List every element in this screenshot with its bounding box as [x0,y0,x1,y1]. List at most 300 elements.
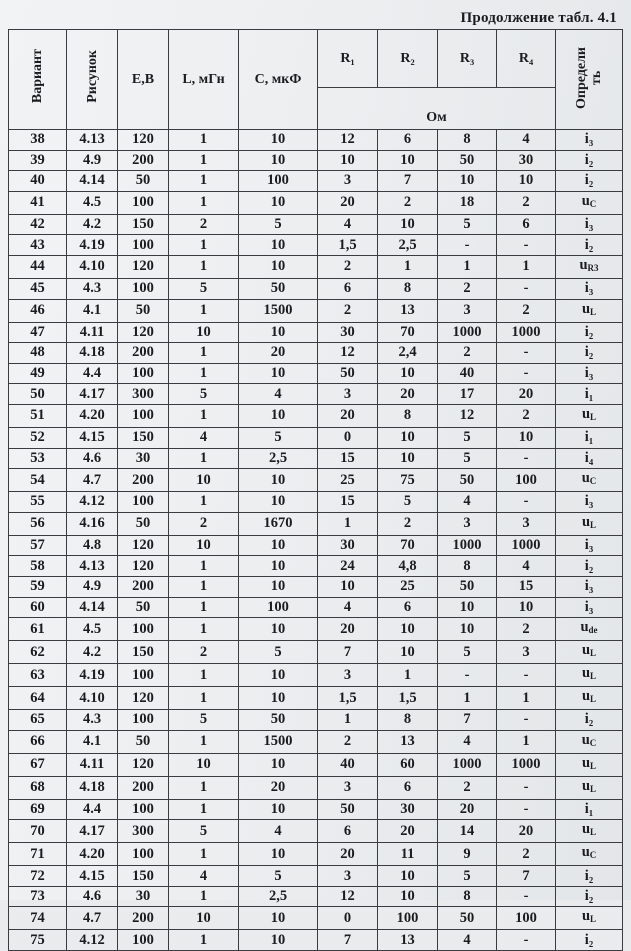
cell-r2: 2 [378,512,438,535]
cell-determine: i₁ [556,799,623,820]
cell-r4: 3 [497,641,556,664]
cell-c: 10 [239,753,318,776]
cell-e: 100 [118,191,169,214]
cell-r3: 5 [438,427,497,448]
cell-l: 5 [169,710,239,731]
cell-variant: 69 [9,799,67,820]
cell-e: 100 [118,492,169,513]
cell-r1: 10 [318,150,378,171]
cell-r1: 3 [318,664,378,687]
cell-r2: 4,8 [378,556,438,577]
cell-variant: 62 [9,641,67,664]
cell-r4: 1000 [497,535,556,556]
table-row [9,469,623,492]
cell-l: 1 [169,492,239,513]
table-row [9,556,623,577]
cell-r4: - [497,776,556,799]
cell-determine: i₂ [556,235,623,256]
cell-r1: 0 [318,907,378,930]
cell-determine: i₂ [556,556,623,577]
cell-r3: 1000 [438,535,497,556]
cell-l: 10 [169,322,239,343]
cell-r4: 4 [497,556,556,577]
cell-variant: 54 [9,469,67,492]
cell-determine: i₃ [556,278,623,299]
cell-r1: 20 [318,618,378,641]
cell-e: 200 [118,469,169,492]
cell-figure: 4.12 [67,492,118,513]
cell-variant: 44 [9,255,67,278]
header-e: E,B [118,30,169,130]
cell-r4: - [497,930,556,951]
cell-r1: 50 [318,363,378,384]
table-row [9,384,623,405]
cell-determine: i₁ [556,427,623,448]
table-row [9,512,623,535]
cell-r3: - [438,664,497,687]
cell-c: 10 [239,469,318,492]
cell-variant: 63 [9,664,67,687]
cell-r1: 12 [318,343,378,364]
cell-r4: 2 [497,191,556,214]
cell-figure: 4.20 [67,404,118,427]
cell-determine: i₃ [556,576,623,597]
cell-r2: 20 [378,384,438,405]
table-row [9,130,623,151]
cell-l: 1 [169,343,239,364]
cell-determine: $u_C$ [556,843,623,866]
cell-l: 1 [169,150,239,171]
table-row [9,641,623,664]
cell-r2: 1 [378,255,438,278]
cell-r2: 11 [378,843,438,866]
cell-c: 10 [239,150,318,171]
cell-r2: 2,4 [378,343,438,364]
cell-e: 300 [118,384,169,405]
cell-c: 20 [239,776,318,799]
cell-c: 10 [239,235,318,256]
cell-c: 2,5 [239,886,318,907]
cell-l: 1 [169,363,239,384]
cell-r1: 2 [318,255,378,278]
cell-figure: 4.6 [67,448,118,469]
table-row [9,214,623,235]
cell-figure: 4.14 [67,597,118,618]
cell-r1: 12 [318,130,378,151]
cell-figure: 4.17 [67,384,118,405]
table-row [9,171,623,192]
header-r3: R₃ [438,30,497,88]
cell-r4: 10 [497,171,556,192]
cell-determine: i₂ [556,171,623,192]
cell-determine: i₂ [556,710,623,731]
cell-r3: 2 [438,278,497,299]
cell-l: 1 [169,255,239,278]
cell-l: 5 [169,820,239,843]
table-row [9,820,623,843]
cell-e: 100 [118,404,169,427]
cell-r1: 4 [318,597,378,618]
cell-r4: 1 [497,730,556,753]
cell-c: 4 [239,820,318,843]
cell-r3: 3 [438,299,497,322]
cell-r1: 15 [318,448,378,469]
cell-r3: 20 [438,799,497,820]
cell-l: 1 [169,235,239,256]
cell-r2: 10 [378,214,438,235]
header-variant: Вариант [9,30,67,130]
cell-c: 5 [239,427,318,448]
cell-r3: 9 [438,843,497,866]
cell-r1: 20 [318,843,378,866]
cell-r4: 6 [497,214,556,235]
cell-c: 10 [239,191,318,214]
cell-figure: 4.1 [67,730,118,753]
cell-figure: 4.14 [67,171,118,192]
cell-r4: 1 [497,255,556,278]
cell-r1: 12 [318,886,378,907]
cell-variant: 49 [9,363,67,384]
cell-l: 1 [169,886,239,907]
cell-determine: $u_L$ [556,512,623,535]
cell-determine: $u_L$ [556,820,623,843]
cell-e: 120 [118,130,169,151]
cell-r2: 75 [378,469,438,492]
cell-r2: 1 [378,664,438,687]
cell-r3: 2 [438,776,497,799]
cell-l: 1 [169,843,239,866]
cell-r2: 8 [378,710,438,731]
cell-l: 1 [169,191,239,214]
cell-r2: 5 [378,492,438,513]
cell-l: 1 [169,618,239,641]
table-body [9,130,623,951]
cell-l: 5 [169,384,239,405]
cell-figure: 4.11 [67,753,118,776]
cell-e: 200 [118,776,169,799]
cell-r1: 30 [318,322,378,343]
cell-r4: - [497,664,556,687]
cell-r3: 1000 [438,753,497,776]
cell-e: 120 [118,687,169,710]
cell-figure: 4.18 [67,343,118,364]
cell-l: 1 [169,799,239,820]
cell-determine: i₁ [556,384,623,405]
cell-c: 10 [239,130,318,151]
cell-r1: 15 [318,492,378,513]
cell-r3: 1000 [438,322,497,343]
cell-c: 10 [239,322,318,343]
header-unit-ohm: Ом [318,88,556,130]
cell-figure: 4.7 [67,469,118,492]
cell-r3: 10 [438,171,497,192]
cell-c: 10 [239,535,318,556]
cell-determine: i₃ [556,535,623,556]
cell-figure: 4.3 [67,278,118,299]
cell-variant: 73 [9,886,67,907]
cell-c: 20 [239,343,318,364]
cell-determine: $u_{de}$ [556,618,623,641]
cell-l: 1 [169,730,239,753]
cell-e: 50 [118,171,169,192]
cell-variant: 55 [9,492,67,513]
cell-r2: 70 [378,535,438,556]
cell-e: 150 [118,866,169,887]
cell-determine: i₂ [556,866,623,887]
cell-variant: 64 [9,687,67,710]
cell-variant: 52 [9,427,67,448]
cell-l: 1 [169,171,239,192]
cell-r2: 10 [378,150,438,171]
cell-variant: 58 [9,556,67,577]
cell-r2: 25 [378,576,438,597]
cell-e: 200 [118,907,169,930]
cell-r4: 4 [497,130,556,151]
cell-l: 2 [169,512,239,535]
cell-l: 1 [169,448,239,469]
cell-c: 10 [239,687,318,710]
cell-r3: 50 [438,150,497,171]
cell-l: 1 [169,576,239,597]
table-row [9,687,623,710]
cell-c: 10 [239,556,318,577]
cell-r2: 10 [378,363,438,384]
cell-variant: 71 [9,843,67,866]
cell-determine: i₃ [556,130,623,151]
cell-figure: 4.16 [67,512,118,535]
cell-variant: 53 [9,448,67,469]
cell-r1: 3 [318,384,378,405]
cell-variant: 47 [9,322,67,343]
cell-e: 100 [118,843,169,866]
cell-variant: 75 [9,930,67,951]
header-row [9,30,623,88]
cell-r4: 100 [497,469,556,492]
cell-c: 10 [239,799,318,820]
cell-e: 50 [118,597,169,618]
cell-figure: 4.5 [67,618,118,641]
cell-r3: 8 [438,886,497,907]
cell-r3: 4 [438,730,497,753]
cell-figure: 4.3 [67,710,118,731]
header-r1: R₁ [318,30,378,88]
table-row [9,448,623,469]
cell-r4: - [497,448,556,469]
cell-r4: 20 [497,384,556,405]
cell-r3: 18 [438,191,497,214]
cell-r2: 10 [378,427,438,448]
table-row [9,930,623,951]
cell-c: 50 [239,278,318,299]
cell-r1: 10 [318,576,378,597]
cell-r3: 10 [438,618,497,641]
cell-r4: 10 [497,427,556,448]
table-row [9,299,623,322]
cell-r1: 1 [318,710,378,731]
cell-e: 150 [118,214,169,235]
header-c: C, мкФ [239,30,318,130]
cell-determine: i₃ [556,214,623,235]
cell-r4: 2 [497,299,556,322]
cell-r2: 10 [378,448,438,469]
cell-c: 10 [239,843,318,866]
cell-r2: 10 [378,618,438,641]
cell-c: 10 [239,576,318,597]
cell-variant: 39 [9,150,67,171]
cell-r1: 20 [318,191,378,214]
cell-variant: 60 [9,597,67,618]
cell-r3: 50 [438,469,497,492]
table-row [9,799,623,820]
table-row [9,404,623,427]
cell-variant: 65 [9,710,67,731]
cell-variant: 59 [9,576,67,597]
cell-determine: $u_C$ [556,730,623,753]
cell-r4: 3 [497,512,556,535]
cell-r4: 15 [497,576,556,597]
cell-determine: $u_L$ [556,404,623,427]
cell-figure: 4.13 [67,130,118,151]
cell-r3: 50 [438,576,497,597]
cell-e: 50 [118,730,169,753]
cell-r1: 25 [318,469,378,492]
cell-r1: 7 [318,641,378,664]
cell-variant: 42 [9,214,67,235]
cell-r2: 2 [378,191,438,214]
cell-e: 100 [118,710,169,731]
cell-r3: 1 [438,255,497,278]
cell-r4: 7 [497,866,556,887]
cell-c: 1670 [239,512,318,535]
table-row [9,492,623,513]
cell-c: 5 [239,641,318,664]
cell-variant: 46 [9,299,67,322]
cell-figure: 4.8 [67,535,118,556]
cell-c: 5 [239,866,318,887]
cell-figure: 4.20 [67,843,118,866]
cell-r3: 5 [438,448,497,469]
cell-determine: $u_L$ [556,753,623,776]
cell-r3: 4 [438,930,497,951]
cell-variant: 67 [9,753,67,776]
cell-figure: 4.1 [67,299,118,322]
cell-r4: - [497,363,556,384]
table-row [9,150,623,171]
table-row [9,191,623,214]
cell-r1: 1,5 [318,687,378,710]
header-determine: Определи ть [556,30,623,130]
cell-r1: 40 [318,753,378,776]
cell-e: 100 [118,363,169,384]
cell-r4: 1 [497,687,556,710]
table-row [9,753,623,776]
cell-variant: 43 [9,235,67,256]
table-row [9,886,623,907]
cell-l: 1 [169,597,239,618]
cell-c: 10 [239,492,318,513]
table-row [9,843,623,866]
cell-e: 200 [118,343,169,364]
cell-variant: 38 [9,130,67,151]
cell-r4: 30 [497,150,556,171]
cell-r2: 60 [378,753,438,776]
cell-r1: 2 [318,299,378,322]
cell-determine: $u_C$ [556,469,623,492]
cell-determine: $u_L$ [556,907,623,930]
cell-r1: 0 [318,427,378,448]
cell-determine: i₃ [556,597,623,618]
cell-l: 2 [169,214,239,235]
cell-l: 10 [169,469,239,492]
cell-r2: 2,5 [378,235,438,256]
cell-e: 150 [118,427,169,448]
table-row [9,255,623,278]
cell-variant: 61 [9,618,67,641]
cell-r1: 1 [318,512,378,535]
cell-r3: - [438,235,497,256]
cell-r4: 2 [497,843,556,866]
header-figure: Рисунок [67,30,118,130]
cell-e: 30 [118,886,169,907]
cell-r4: 2 [497,618,556,641]
cell-figure: 4.15 [67,866,118,887]
cell-r4: 100 [497,907,556,930]
table-row [9,322,623,343]
cell-r3: 17 [438,384,497,405]
cell-determine: i₄ [556,448,623,469]
cell-variant: 56 [9,512,67,535]
cell-determine: $u_L$ [556,664,623,687]
table-row [9,343,623,364]
cell-determine: $u_C$ [556,191,623,214]
cell-figure: 4.7 [67,907,118,930]
cell-r4: 2 [497,404,556,427]
cell-figure: 4.10 [67,255,118,278]
cell-e: 120 [118,255,169,278]
cell-figure: 4.11 [67,322,118,343]
cell-r3: 3 [438,512,497,535]
cell-r4: - [497,492,556,513]
cell-e: 50 [118,299,169,322]
cell-r3: 8 [438,130,497,151]
table-row [9,363,623,384]
cell-variant: 41 [9,191,67,214]
cell-r2: 10 [378,866,438,887]
cell-variant: 48 [9,343,67,364]
cell-l: 10 [169,535,239,556]
cell-r1: 6 [318,820,378,843]
cell-c: 5 [239,214,318,235]
cell-l: 4 [169,866,239,887]
cell-e: 120 [118,753,169,776]
cell-e: 200 [118,576,169,597]
parameters-table [8,29,623,951]
cell-c: 50 [239,710,318,731]
cell-e: 200 [118,150,169,171]
cell-e: 300 [118,820,169,843]
cell-r2: 10 [378,641,438,664]
cell-c: 10 [239,907,318,930]
cell-figure: 4.13 [67,556,118,577]
cell-l: 1 [169,404,239,427]
cell-determine: i₂ [556,343,623,364]
cell-r2: 6 [378,776,438,799]
cell-r3: 5 [438,641,497,664]
cell-r1: 7 [318,930,378,951]
cell-r2: 10 [378,886,438,907]
cell-figure: 4.12 [67,930,118,951]
cell-r1: 24 [318,556,378,577]
